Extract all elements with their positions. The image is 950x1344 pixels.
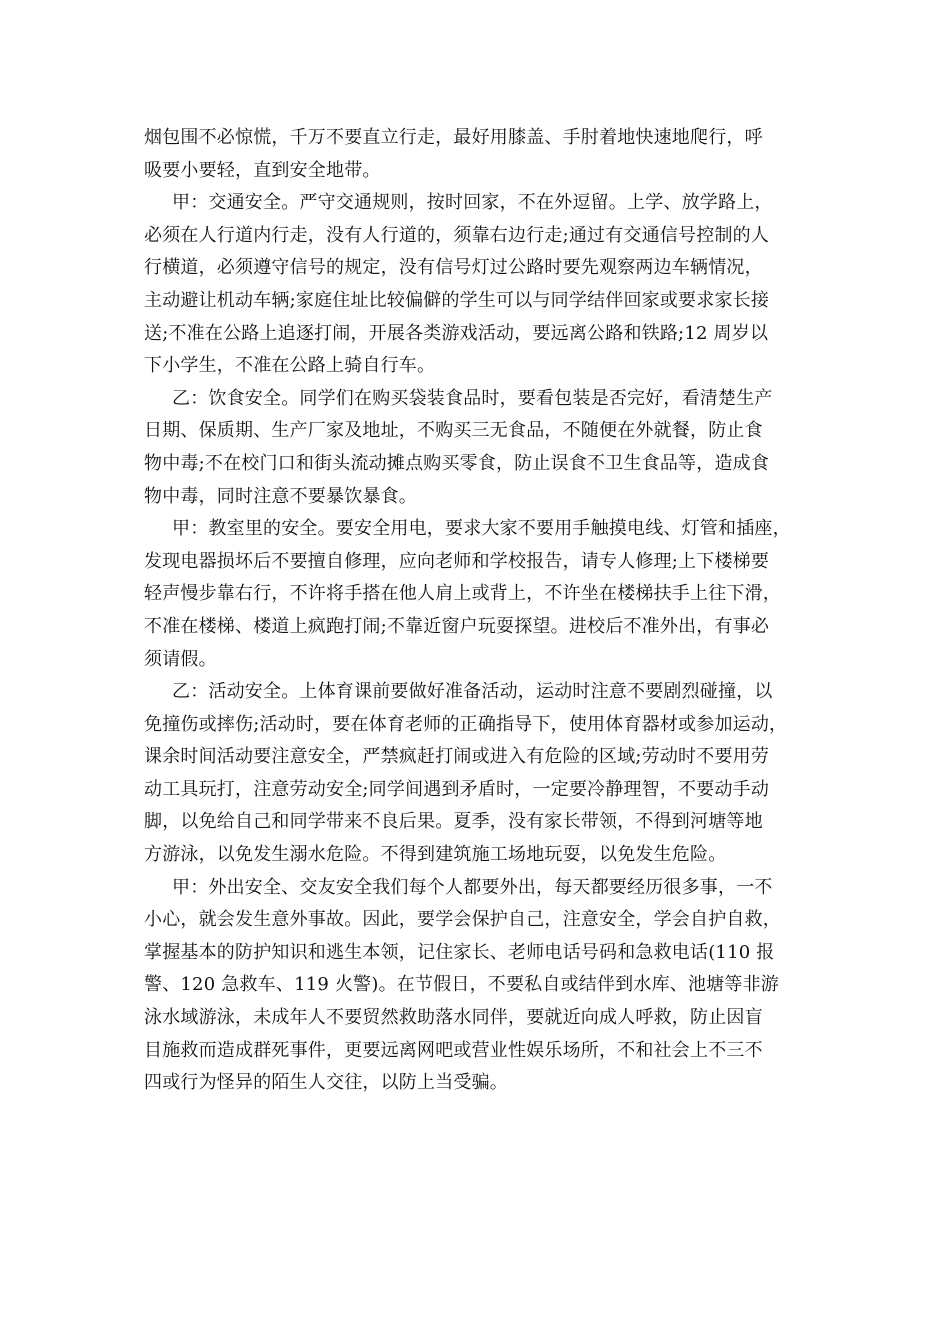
text-line: 须请假。 xyxy=(144,648,217,670)
text-line: 行横道，必须遵守信号的规定，没有信号灯过公路时要先观察两边车辆情况， xyxy=(144,257,763,279)
text-line: 发现电器损坏后不要擅自修理，应向老师和学校报告，请专人修理;上下楼梯要 xyxy=(144,550,770,572)
text-line: 脚，以免给自己和同学带来不良后果。夏季，没有家长带领，不得到河塘等地 xyxy=(144,811,763,833)
paragraph-first-line: 乙：活动安全。上体育课前要做好准备活动，运动时注意不要剧烈碰撞，以 xyxy=(172,681,773,703)
paragraph-first-line: 甲：教室里的安全。要安全用电，要求大家不要用手触摸电线、灯管和插座， xyxy=(172,518,791,540)
paragraph-first-line: 甲：外出安全、交友安全我们每个人都要外出，每天都要经历很多事，一不 xyxy=(172,876,773,898)
text-line: 不准在楼梯、楼道上疯跑打闹;不靠近窗户玩耍探望。进校后不准外出，有事必 xyxy=(144,615,770,637)
text-line: 方游泳，以免发生溺水危险。不得到建筑施工场地玩耍，以免发生危险。 xyxy=(144,844,727,866)
text-line: 日期、保质期、生产厂家及地址，不购买三无食品，不随便在外就餐，防止食 xyxy=(144,420,763,442)
text-line: 下小学生，不准在公路上骑自行车。 xyxy=(144,355,436,377)
text-line: 免撞伤或摔伤;活动时，要在体育老师的正确指导下，使用体育器材或参加运动， xyxy=(144,713,788,735)
paragraph-first-line: 乙：饮食安全。同学们在购买袋装食品时，要看包装是否完好，看清楚生产 xyxy=(172,387,773,409)
text-line: 送;不准在公路上追逐打闹，开展各类游戏活动，要远离公路和铁路;12 周岁以 xyxy=(144,322,769,344)
document-body xyxy=(144,122,812,1100)
text-line: 小心，就会发生意外事故。因此，要学会保护自己，注意安全，学会自护自救， xyxy=(144,909,781,931)
text-line: 泳水域游泳，未成年人不要贸然救助落水同伴，要就近向成人呼救，防止因盲 xyxy=(144,1007,763,1029)
text-line: 四或行为怪异的陌生人交往，以防上当受骗。 xyxy=(144,1072,508,1094)
text-line: 吸要小要轻，直到安全地带。 xyxy=(144,159,381,181)
text-line: 掌握基本的防护知识和逃生本领，记住家长、老师电话号码和急救电话(110 报 xyxy=(144,941,775,963)
text-line: 课余时间活动要注意安全，严禁疯赶打闹或进入有危险的区域;劳动时不要用劳 xyxy=(144,746,770,768)
text-line: 警、120 急救车、119 火警)。在节假日，不要私自或结伴到水库、池塘等非游 xyxy=(144,974,779,996)
text-line: 物中毒;不在校门口和街头流动摊点购买零食，防止误食不卫生食品等，造成食 xyxy=(144,452,770,474)
text-line: 主动避让机动车辆;家庭住址比较偏僻的学生可以与同学结伴回家或要求家长接 xyxy=(144,289,770,311)
text-line: 轻声慢步靠右行，不许将手搭在他人肩上或背上，不许坐在楼梯扶手上往下滑， xyxy=(144,583,781,605)
text-line: 动工具玩打，注意劳动安全;同学间遇到矛盾时，一定要冷静理智，不要动手动 xyxy=(144,778,770,800)
text-line: 物中毒，同时注意不要暴饮暴食。 xyxy=(144,485,417,507)
text-line: 烟包围不必惊慌，千万不要直立行走，最好用膝盖、手肘着地快速地爬行，呼 xyxy=(144,127,763,148)
text-line: 必须在人行道内行走，没有人行道的，须靠右边行走;通过有交通信号控制的人 xyxy=(144,224,770,246)
paragraph-first-line: 甲：交通安全。严守交通规则，按时回家，不在外逗留。上学、放学路上， xyxy=(172,192,773,214)
text-line: 目施救而造成群死事件，更要远离网吧或营业性娱乐场所，不和社会上不三不 xyxy=(144,1039,763,1061)
